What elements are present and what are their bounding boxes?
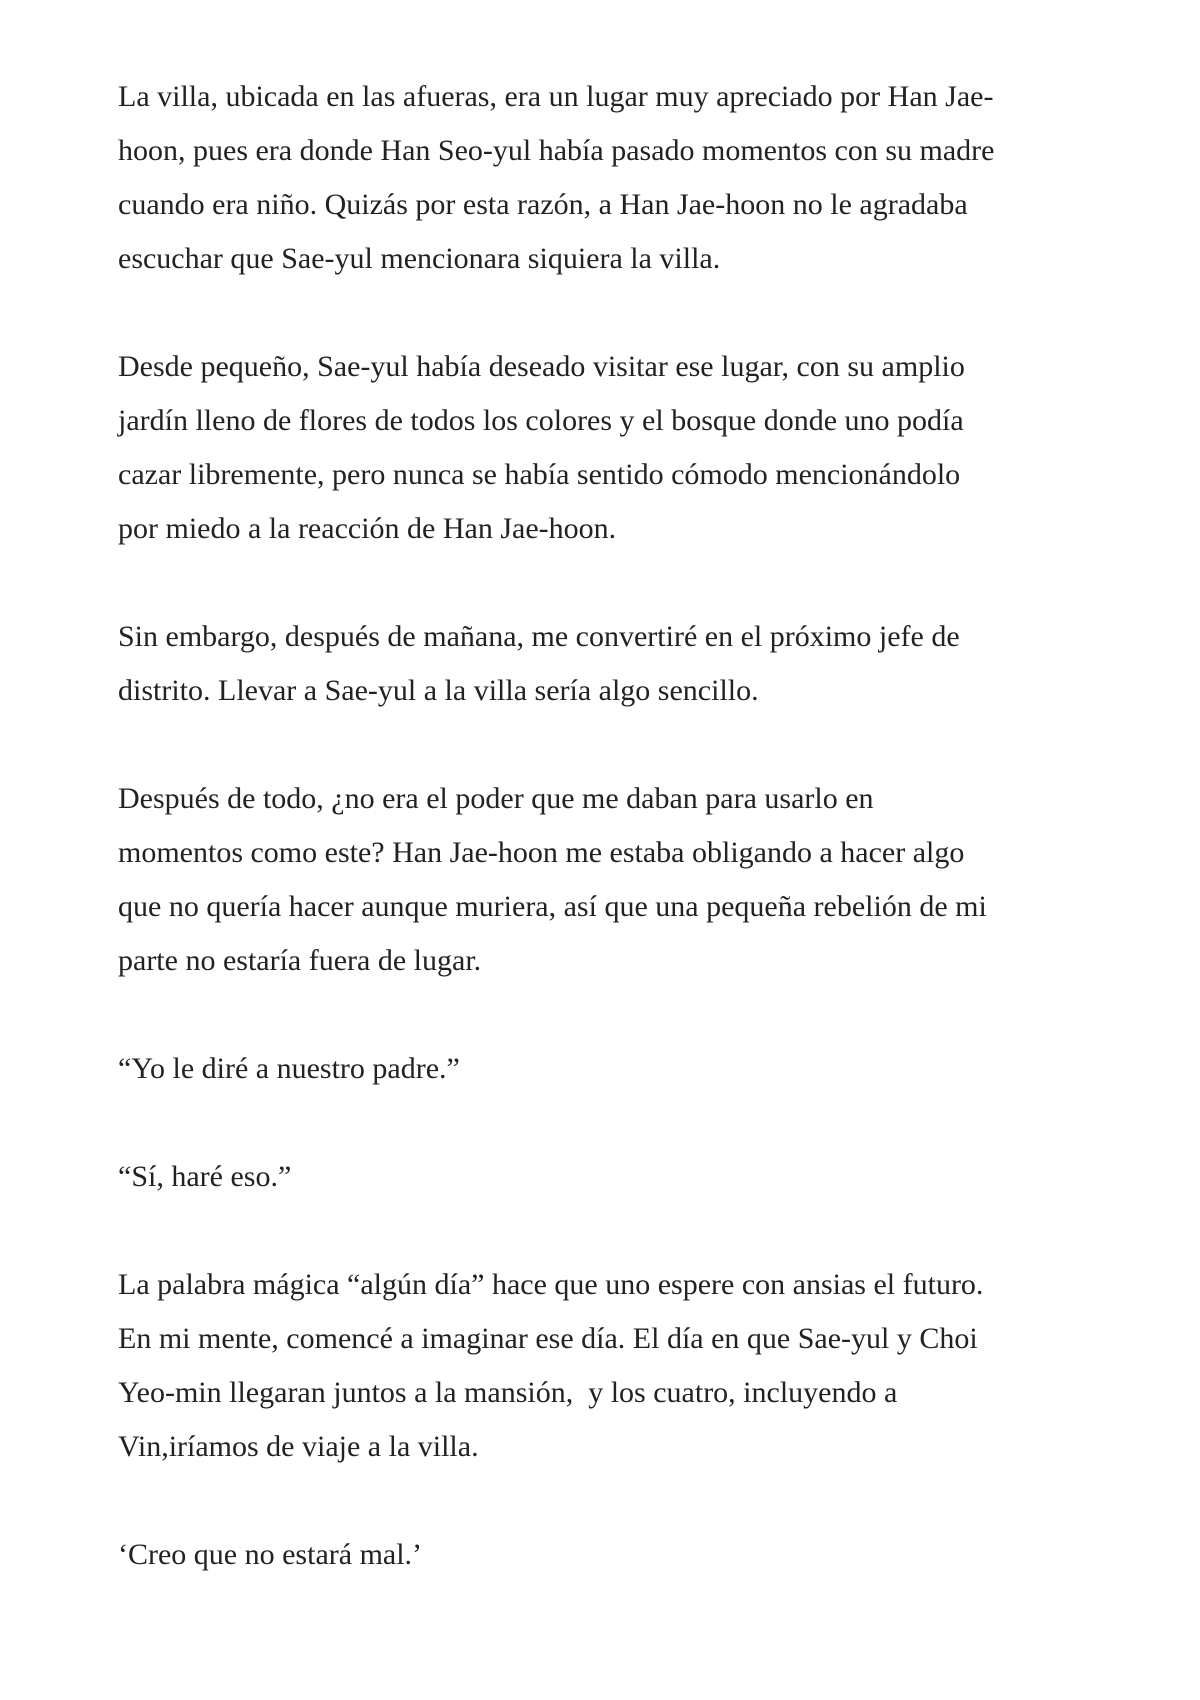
paragraph-palabra-magica: La palabra mágica “algún día” hace que uno espere con ansias el futuro. En mi mente, comencé a imaginar ese día. El día en que Sae-yul y Choi Yeo-min llegaran juntos a la mansión, y los cuatro, incluyendo a Vin,iríamos de viaje a la villa. — [118, 1268, 991, 1463]
paragraph-despues-de-todo: Después de todo, ¿no era el poder que me daban para usarlo en momentos como este? Han Jae-hoon me estaba obligando a hacer algo que no quería hacer aunque muriera, así que una pequeña rebelión de mi parte no estaría fuera de lugar. — [118, 782, 995, 977]
paragraph-villa-intro: La villa, ubicada en las afueras, era un lugar muy apreciado por Han Jae-hoon, pues era donde Han Seo-yul había pasado momentos con su madre cuando era niño. Quizás por esta razón, a Han Jae-hoon no le agradaba escuchar que Sae-yul mencionara siquiera la villa. — [118, 80, 1002, 275]
thought-creo-que-no: ‘Creo que no estará mal.’ — [118, 1538, 423, 1571]
dialogue-yo-le-dire: “Yo le diré a nuestro padre.” — [118, 1052, 460, 1085]
dialogue-si-hare-eso: “Sí, haré eso.” — [118, 1160, 292, 1193]
paragraph-desde-pequeno: Desde pequeño, Sae-yul había deseado visitar ese lugar, con su amplio jardín lleno de flores de todos los colores y el bosque donde uno podía cazar libremente, pero nunca se había sentido cómodo mencionándolo por miedo a la reacción de Han Jae-hoon. — [118, 350, 973, 545]
paragraph-sin-embargo: Sin embargo, después de mañana, me convertiré en el próximo jefe de distrito. Llevar a Sae-yul a la villa sería algo sencillo. — [118, 620, 968, 707]
chapter-text — [118, 70, 1000, 1582]
